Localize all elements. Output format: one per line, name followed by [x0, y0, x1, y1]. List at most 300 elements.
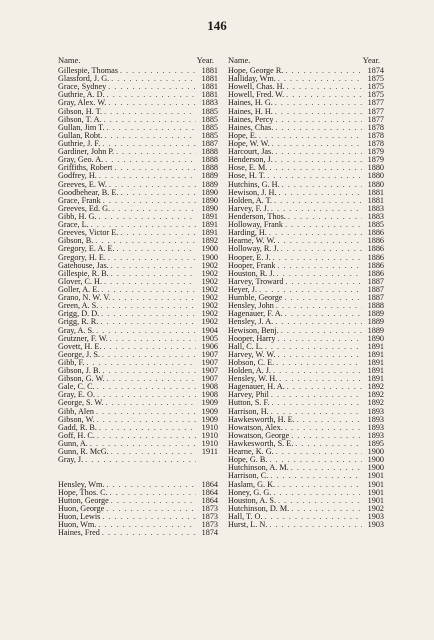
entry-name: Goff, H. C.: [58, 431, 95, 440]
entry-row: [228, 448, 384, 456]
entry-row: [228, 359, 384, 367]
leader-dots: [283, 67, 362, 75]
entry-year: 1910: [201, 423, 218, 432]
entry-row: [228, 270, 384, 278]
entry-name: Hutchinson, D. M.: [228, 504, 290, 513]
entry-name: Harrison, H.: [228, 407, 269, 416]
entry-year: 1878: [367, 123, 384, 132]
entry-name: Gullan, Jim T.: [58, 123, 105, 132]
entry-name: Gray, Alex. W.: [58, 99, 107, 108]
entry-year: 1902: [201, 302, 218, 311]
entry-row: [58, 529, 218, 537]
right-column-header: [228, 54, 384, 67]
entry-row: [58, 505, 218, 513]
leader-dots: [276, 189, 362, 197]
leader-dots: [282, 294, 362, 302]
entry-year: 1891: [201, 221, 218, 230]
entry-name: Harvey, F. J.: [228, 204, 269, 213]
leader-dots: [279, 327, 362, 335]
leader-dots: [109, 262, 196, 270]
entry-name: Heyer, J.: [228, 285, 257, 294]
leader-dots: [283, 221, 362, 229]
entry-year: 1901: [367, 496, 384, 505]
entry-name: Holloway, Frank: [228, 221, 283, 230]
entry-row: [228, 367, 384, 375]
leader-dots: [98, 302, 196, 310]
entry-row: [228, 124, 384, 132]
entry-year: 1886: [367, 245, 384, 254]
entry-year: 1887: [201, 139, 218, 148]
leader-dots: [267, 456, 362, 464]
entry-year: 1907: [201, 358, 218, 367]
leader-dots: [102, 108, 196, 116]
entry-year: 1891: [367, 358, 384, 367]
leader-dots: [274, 302, 362, 310]
entry-year: 1900: [367, 456, 384, 465]
entry-name: Huon, Lewis: [58, 513, 101, 522]
leader-dots: [271, 254, 362, 262]
leader-dots: [100, 140, 196, 148]
entry-name: Gillespie, Thomas: [58, 67, 118, 75]
year-header: Year.: [362, 55, 380, 65]
entry-row: [58, 513, 218, 521]
entry-name: Gregory, E. A. E.: [58, 245, 115, 254]
entry-year: 1890: [201, 204, 218, 213]
leader-dots: [105, 124, 196, 132]
entry-year: 1893: [367, 415, 384, 424]
entry-year: 1904: [201, 326, 218, 335]
entry-name: Gibson, G. W.: [58, 375, 105, 384]
leader-dots: [84, 359, 196, 367]
entry-name: Hewison, Benj.: [228, 326, 279, 335]
entry-year: 1885: [201, 131, 218, 140]
entry-row: [58, 472, 218, 480]
entry-year: 1880: [367, 172, 384, 181]
entry-row: [58, 278, 218, 286]
entry-year: 1885: [367, 221, 384, 230]
entry-name: Griffiths, Robert: [58, 164, 113, 173]
leader-dots: [101, 343, 196, 351]
entry-row: [58, 181, 218, 189]
entry-name: Hope, Thos. C.: [58, 488, 108, 497]
leader-dots: [109, 270, 196, 278]
entry-year: 1901: [367, 480, 384, 489]
entry-name: Gibson, B.: [58, 237, 94, 246]
leader-dots: [102, 278, 196, 286]
entry-name: Harcourt, Jas.: [228, 148, 274, 157]
entry-year: 1875: [367, 75, 384, 84]
entry-year: 1892: [367, 399, 384, 408]
leader-dots: [285, 83, 362, 91]
entry-row: [58, 456, 218, 464]
entry-year: 1902: [201, 277, 218, 286]
entry-year: 1910: [201, 431, 218, 440]
entry-row: [228, 399, 384, 407]
entry-name: Humble, George: [228, 294, 283, 303]
leader-dots: [101, 197, 196, 205]
entry-row: [58, 83, 218, 91]
entry-name: Hope, E.: [228, 131, 257, 140]
entry-year: 1886: [367, 261, 384, 270]
entry-year: 1900: [367, 464, 384, 473]
entry-year: 1909: [201, 399, 218, 408]
entry-name: Gunn, A.: [58, 440, 88, 449]
entry-row: [228, 181, 384, 189]
entry-name: Howell, Fred. W.: [228, 91, 285, 100]
entry-row: [58, 335, 218, 343]
entry-year: 1890: [201, 196, 218, 205]
entry-year: 1888: [201, 164, 218, 173]
leader-dots: [88, 440, 196, 448]
entry-year: 1900: [201, 245, 218, 254]
entry-name: Gibb, F.: [58, 358, 85, 367]
right-column: [228, 54, 384, 529]
year-header: Year.: [196, 55, 214, 65]
leader-dots: [94, 327, 196, 335]
entry-row: [228, 497, 384, 505]
entry-name: Gunn, R. McG.: [58, 448, 109, 457]
leader-dots: [293, 440, 362, 448]
leader-dots: [58, 464, 196, 472]
entry-name: Hensley, Wm.: [58, 480, 105, 489]
entry-year: 1891: [367, 342, 384, 351]
entry-year: 1892: [201, 237, 218, 246]
entry-name: Gray, E. O.: [58, 391, 95, 400]
entry-year: 1877: [367, 99, 384, 108]
entry-name: Gibson, J. B.: [58, 367, 101, 376]
entry-name: Henderson, J.: [228, 156, 273, 165]
leader-dots: [98, 318, 196, 326]
entry-year: 1873: [201, 521, 218, 530]
entry-row: [228, 456, 384, 464]
leader-dots: [279, 245, 362, 253]
leader-dots: [109, 448, 196, 456]
entry-year: 1900: [201, 253, 218, 262]
leader-dots: [95, 432, 196, 440]
entry-row: [228, 67, 384, 75]
leader-dots: [115, 245, 196, 253]
entry-row: [228, 375, 384, 383]
entry-year: 1909: [201, 415, 218, 424]
entry-row: [58, 245, 218, 253]
leader-dots: [104, 505, 196, 513]
entry-row: [58, 481, 218, 489]
leader-dots: [103, 156, 196, 164]
entry-name: Gadd, R. B.: [58, 423, 97, 432]
entry-row: [228, 75, 384, 83]
leader-dots: [101, 367, 196, 375]
entry-name: Grace, Frank: [58, 196, 101, 205]
entry-name: Gillespie, R. B.: [58, 269, 109, 278]
entry-row: [228, 294, 384, 302]
leader-dots: [100, 351, 196, 359]
entry-row: [228, 432, 384, 440]
entry-year: 1893: [367, 431, 384, 440]
entry-year: 1903: [367, 521, 384, 530]
entry-year: 1886: [367, 269, 384, 278]
entry-row: [228, 262, 384, 270]
entry-row: [58, 67, 218, 75]
entry-year: 1878: [367, 131, 384, 140]
leader-dots: [99, 286, 196, 294]
entry-year: 1890: [201, 188, 218, 197]
entry-row: [228, 505, 384, 513]
leader-dots: [89, 221, 196, 229]
leader-dots: [102, 132, 196, 140]
entry-name: Grigg, D. D.: [58, 310, 100, 319]
entry-year: [196, 456, 218, 464]
entry-row: [228, 213, 384, 221]
leader-dots: [269, 408, 362, 416]
entry-year: 1901: [367, 488, 384, 497]
entry-year: 1874: [367, 67, 384, 75]
entry-year: 1887: [367, 294, 384, 303]
entry-row: [228, 351, 384, 359]
entry-year: 1911: [201, 448, 218, 457]
entry-row: [228, 464, 384, 472]
entry-name: Howatson, George: [228, 431, 290, 440]
entry-name: Gatehouse, Jas.: [58, 261, 109, 270]
entry-row: [58, 156, 218, 164]
entry-name: Hagenauer, H. A.: [228, 383, 285, 392]
leader-dots: [284, 91, 362, 99]
entry-year: 1864: [201, 480, 218, 489]
entry-name: Glassford, J. G.: [58, 75, 110, 84]
leader-dots: [280, 181, 362, 189]
entry-name: Hose, H. T.: [228, 172, 266, 181]
entry-name: George, J. S.: [58, 350, 100, 359]
entry-row: [58, 172, 218, 180]
entry-name: Hall, T. O.: [228, 513, 263, 522]
entry-row: [58, 351, 218, 359]
leader-dots: [100, 513, 196, 521]
leader-dots: [95, 391, 196, 399]
entry-year: 1893: [367, 423, 384, 432]
entry-name: Glover, C. H.: [58, 277, 103, 286]
entry-row: [228, 83, 384, 91]
entry-row: [228, 481, 384, 489]
entry-year: 1902: [367, 504, 384, 513]
leader-dots: [114, 148, 196, 156]
entry-name: Green, A. S.: [58, 302, 99, 311]
leader-dots: [283, 424, 362, 432]
leader-dots: [96, 213, 196, 221]
entry-name: Hensley, J. A.: [228, 318, 274, 327]
leader-dots: [267, 521, 362, 529]
entry-row: [228, 310, 384, 318]
entry-year: 1875: [367, 91, 384, 100]
entry-year: 1885: [201, 107, 218, 116]
leader-dots: [283, 310, 362, 318]
leader-dots: [265, 172, 362, 180]
entry-name: Gray, J.: [58, 456, 84, 465]
entry-name: Gray, Geo. A.: [58, 156, 104, 165]
entry-row: [58, 310, 218, 318]
entry-name: Hooper, Harry: [228, 334, 276, 343]
entry-row: [58, 108, 218, 116]
leader-dots: [118, 229, 196, 237]
entry-name: Harding, H.: [228, 229, 267, 238]
entry-name: Hearne, K. G.: [228, 448, 274, 457]
entry-year: 1881: [367, 188, 384, 197]
left-column-header: [58, 54, 218, 67]
entry-row: [58, 375, 218, 383]
entry-row: [58, 424, 218, 432]
leader-dots: [276, 237, 362, 245]
entry-name: Godfrey, H.: [58, 172, 97, 181]
entry-year: 1889: [367, 310, 384, 319]
entry-year: 1889: [367, 318, 384, 327]
leader-dots: [100, 529, 196, 537]
leader-dots: [295, 416, 362, 424]
entry-row: [228, 489, 384, 497]
entry-year: 1907: [201, 350, 218, 359]
entry-year: 1902: [201, 310, 218, 319]
entry-name: Haines, Percy: [228, 115, 274, 124]
entry-year: 1885: [201, 123, 218, 132]
entry-name: Henderson, Thos.: [228, 212, 286, 221]
entry-year: 1905: [201, 334, 218, 343]
entry-year: 1887: [367, 277, 384, 286]
entry-row: [228, 189, 384, 197]
leader-dots: [99, 310, 196, 318]
entry-name: Hope, G. B.: [228, 456, 268, 465]
leader-dots: [271, 367, 362, 375]
entry-name: Huon, Wm.: [58, 521, 97, 530]
entry-year: 1880: [367, 180, 384, 189]
entry-name: Huon, George: [58, 504, 105, 513]
entry-row: [58, 448, 218, 456]
entry-name: Holloway, R. J.: [228, 245, 279, 254]
leader-dots: [108, 489, 196, 497]
entry-row: [58, 197, 218, 205]
entry-year: 1893: [367, 407, 384, 416]
entry-year: 1864: [201, 488, 218, 497]
leader-dots: [273, 124, 362, 132]
entry-name: Howell, Chas. H.: [228, 83, 285, 92]
entry-row: [58, 91, 218, 99]
leader-dots: [263, 513, 363, 521]
leader-dots: [104, 399, 196, 407]
leader-dots: [105, 375, 196, 383]
entry-row: [228, 116, 384, 124]
entry-year: 1864: [201, 496, 218, 505]
leader-dots: [95, 383, 196, 391]
entry-name: Houston, R. J.: [228, 269, 275, 278]
leader-dots: [277, 375, 362, 383]
leader-dots: [95, 416, 196, 424]
leader-dots: [109, 75, 196, 83]
entry-year: 1900: [367, 448, 384, 457]
entry-row: [58, 213, 218, 221]
entry-year: 1889: [367, 326, 384, 335]
leader-dots: [109, 497, 196, 505]
entry-row: [228, 521, 384, 529]
leader-dots: [104, 481, 196, 489]
entry-name: Greeves, Ed. G.: [58, 204, 111, 213]
leader-dots: [83, 456, 196, 464]
entry-row: [58, 132, 218, 140]
entry-row: [58, 254, 218, 262]
entry-row: [228, 327, 384, 335]
entry-year: 1880: [367, 164, 384, 173]
entry-name: Hutchins, G. H.: [228, 180, 280, 189]
leader-dots: [271, 489, 362, 497]
entry-row: [58, 221, 218, 229]
entry-name: Govett, H. E.: [58, 342, 102, 351]
entry-name: Hose, E. M.: [228, 164, 268, 173]
leader-dots: [275, 351, 362, 359]
entry-row: [228, 156, 384, 164]
leader-dots: [269, 205, 362, 213]
name-header: Name.: [228, 55, 251, 65]
leader-dots: [289, 432, 362, 440]
entry-year: 1873: [201, 513, 218, 522]
entry-row: [228, 416, 384, 424]
entry-name: Gregory, H. E.: [58, 253, 106, 262]
leader-dots: [96, 521, 196, 529]
entry-year: 1881: [201, 67, 218, 75]
entry-name: Haines, Fred: [58, 529, 100, 538]
entry-row: [58, 270, 218, 278]
leader-dots: [272, 197, 362, 205]
leader-dots: [276, 497, 362, 505]
leader-dots: [106, 83, 196, 91]
entry-name: Guthrie, A. D.: [58, 91, 105, 100]
entry-row: [228, 197, 384, 205]
entry-year: 1886: [367, 229, 384, 238]
entry-year: 1891: [201, 212, 218, 221]
entry-row: [228, 254, 384, 262]
entry-row: [228, 472, 384, 480]
entry-row: [228, 440, 384, 448]
entry-year: [196, 472, 218, 480]
entry-row: [58, 140, 218, 148]
entry-year: 1879: [367, 148, 384, 157]
entry-row: [58, 489, 218, 497]
entry-year: 1891: [367, 375, 384, 384]
entry-name: Hutton, George: [58, 496, 109, 505]
entry-row: [58, 205, 218, 213]
entry-year: [196, 464, 218, 472]
entry-name: Hewison, J. H.: [228, 188, 277, 197]
entry-year: 1889: [201, 180, 218, 189]
entry-row: [228, 91, 384, 99]
leader-dots: [97, 424, 196, 432]
entry-row: [228, 132, 384, 140]
entry-row: [228, 205, 384, 213]
entry-row: [228, 318, 384, 326]
entry-name: Hooper, E. J.: [228, 253, 271, 262]
entry-row: [228, 513, 384, 521]
entry-name: Gray, A. S.: [58, 326, 95, 335]
entry-year: 1883: [367, 204, 384, 213]
entry-year: 1902: [201, 269, 218, 278]
entry-row: [58, 124, 218, 132]
entry-year: 1881: [367, 196, 384, 205]
leader-dots: [286, 213, 362, 221]
leader-dots: [273, 318, 362, 326]
entry-row: [228, 229, 384, 237]
entry-row: [228, 172, 384, 180]
entry-row: [58, 521, 218, 529]
entry-year: 1902: [201, 285, 218, 294]
entry-name: Holden, A. T.: [228, 196, 273, 205]
entry-name: Hope, W. W.: [228, 139, 270, 148]
leader-dots: [273, 116, 362, 124]
entry-year: 1892: [367, 383, 384, 392]
entry-name: Hearne, W. W.: [228, 237, 276, 246]
